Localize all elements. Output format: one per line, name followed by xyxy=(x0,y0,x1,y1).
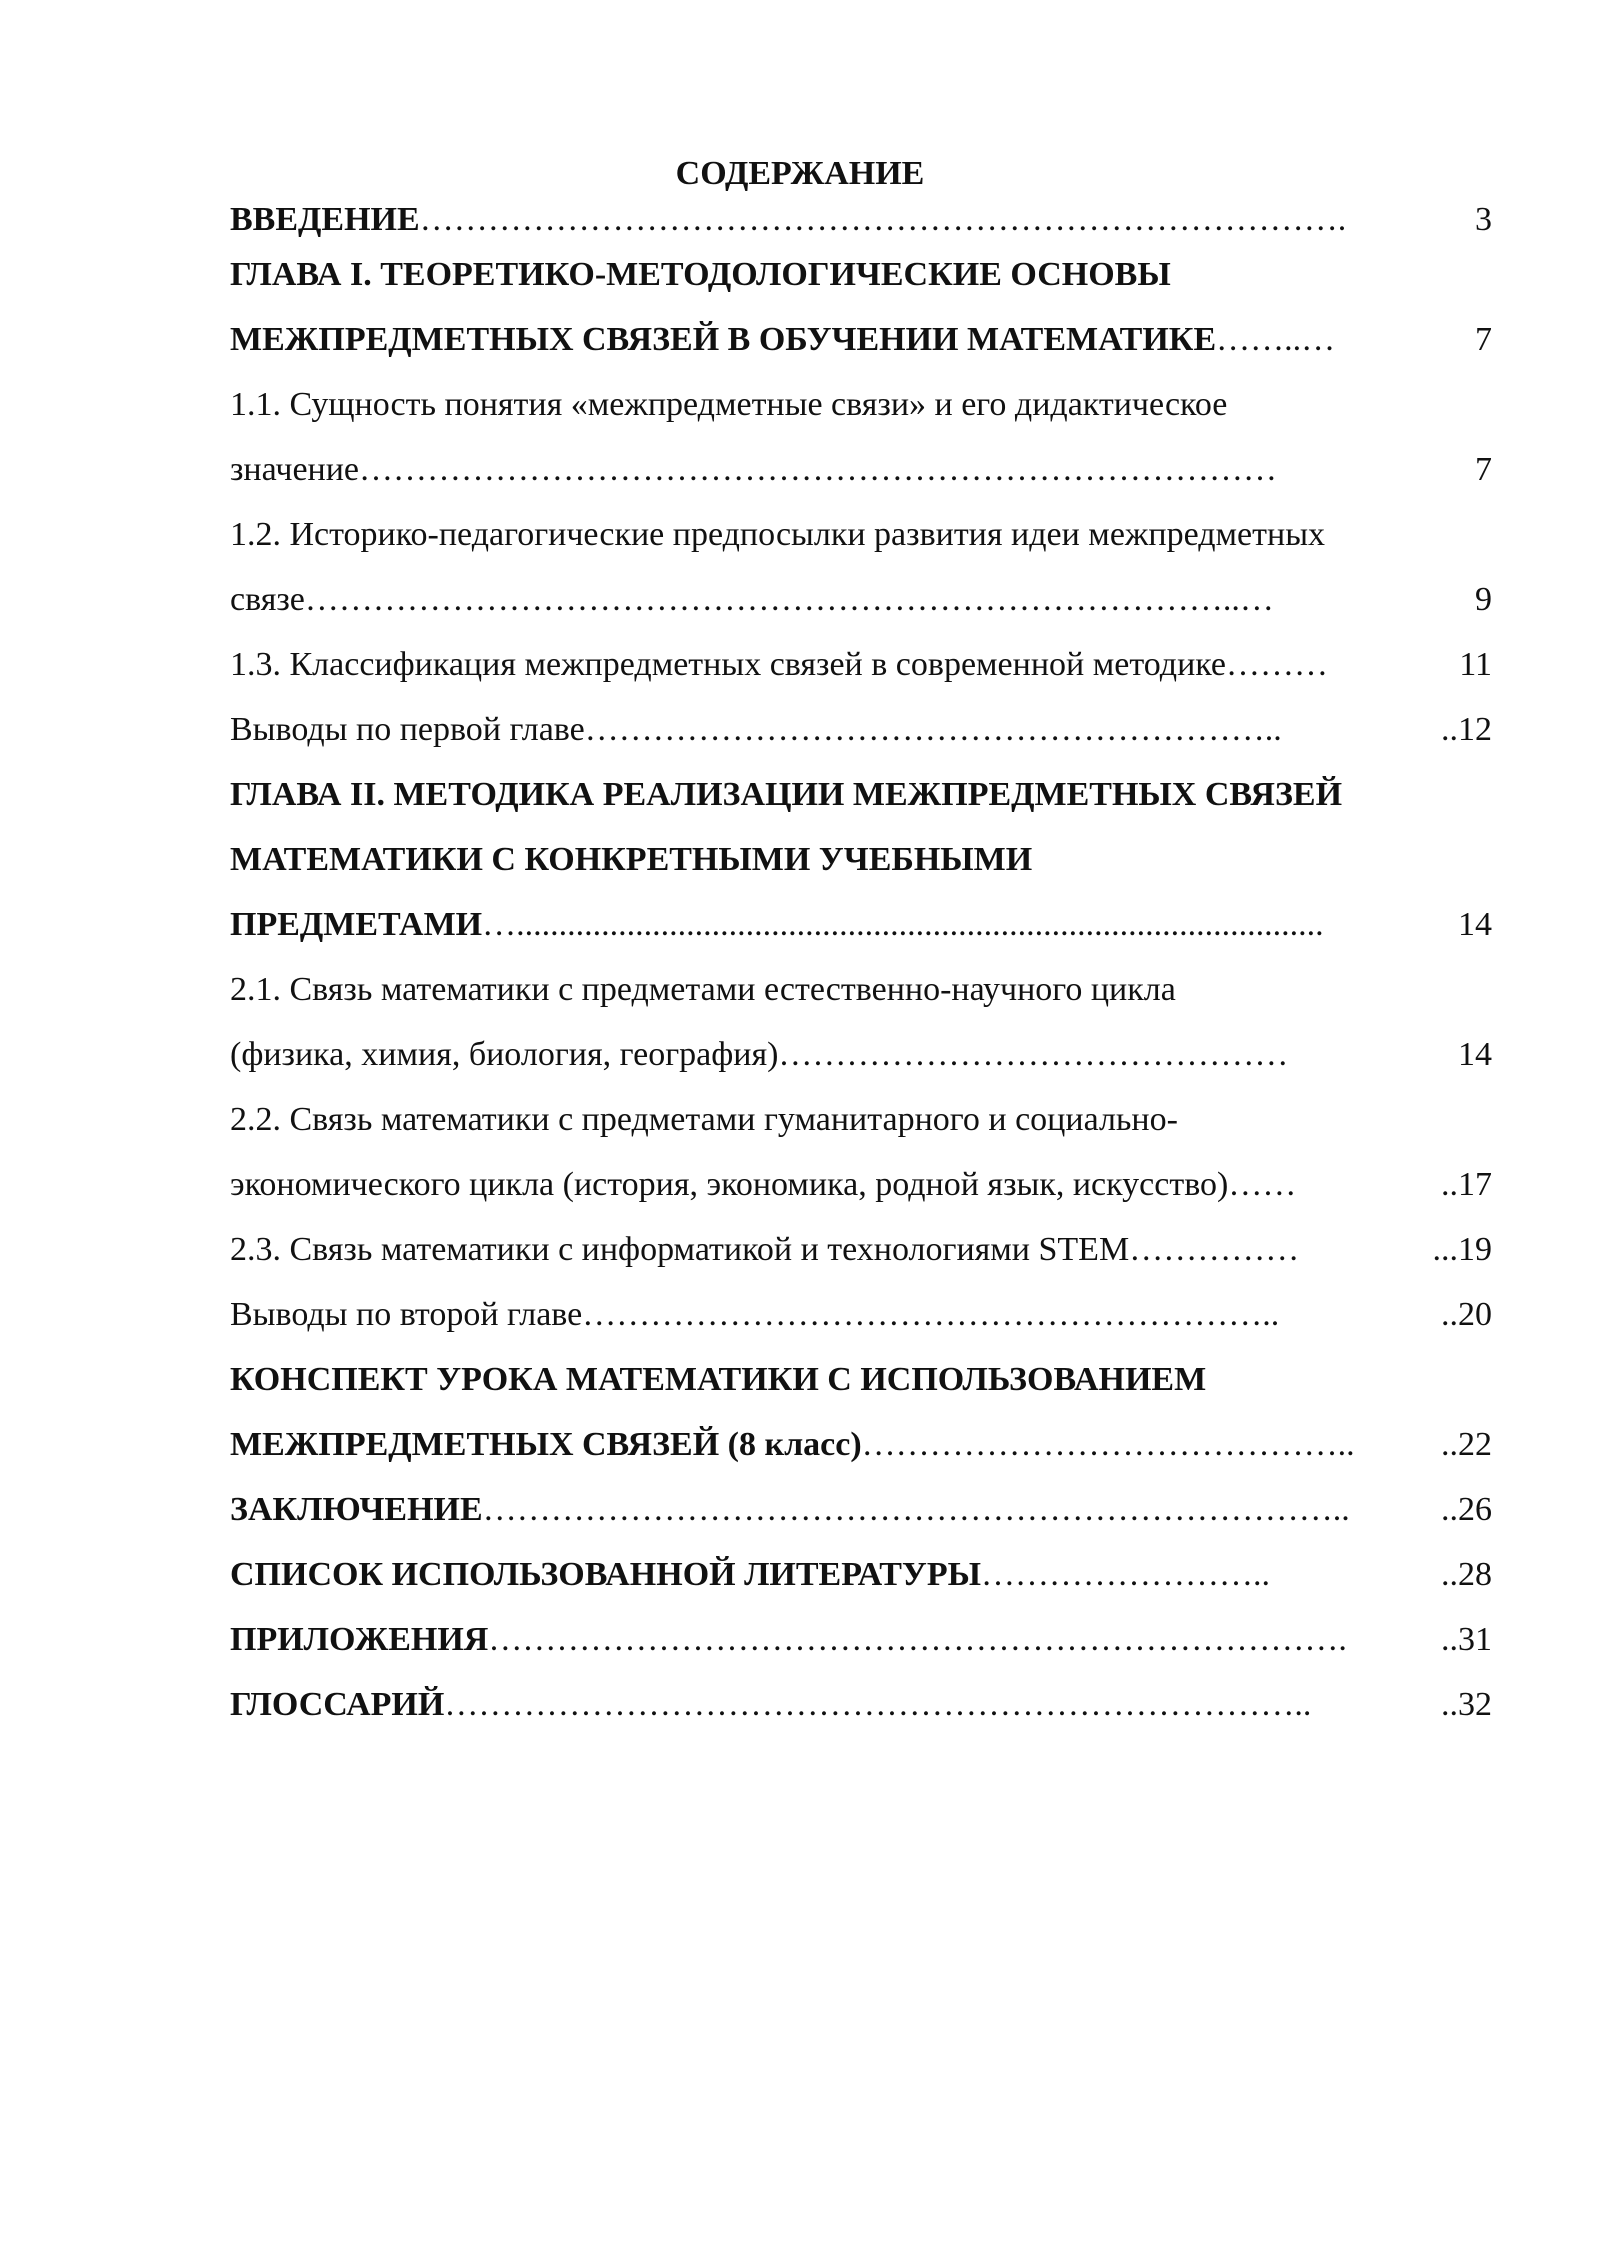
toc-entry xyxy=(230,502,1492,567)
toc-entry-page-number: ..12 xyxy=(1441,711,1492,748)
toc-entry-text: 1.2. Историко-педагогические предпосылки развития идеи межпредметных xyxy=(230,516,1326,553)
toc-entry-text: связе xyxy=(230,581,305,618)
toc-entry xyxy=(230,1217,1492,1282)
toc-entry-text: Выводы по первой главе xyxy=(230,711,585,748)
toc-entry xyxy=(230,892,1492,957)
toc-entry-text: значение xyxy=(230,451,360,488)
toc-entry-text: 2.3. Связь математики с информатикой и технологиями STEM xyxy=(230,1231,1130,1268)
toc-entry xyxy=(230,1022,1492,1087)
toc-entry xyxy=(230,697,1492,762)
toc-entry-text: Выводы по второй главе xyxy=(230,1296,583,1333)
toc-entry-text: 1.1. Сущность понятия «межпредметные связи» и его дидактическое xyxy=(230,386,1228,423)
toc-entry-text: 2.2. Связь математики с предметами гуманитарного и социально- xyxy=(230,1101,1178,1138)
toc-entry-leader: ………………………………………………………………….. xyxy=(444,1686,1312,1723)
toc-entry-text: 2.1. Связь математики с предметами естественно-научного цикла xyxy=(230,971,1176,1008)
toc-entry xyxy=(230,827,1492,892)
toc-entry-text: КОНСПЕКТ УРОКА МАТЕМАТИКИ С ИСПОЛЬЗОВАНИЕМ xyxy=(230,1361,1207,1398)
toc-entry-leader: …………………………………………………….. xyxy=(584,711,1282,748)
toc-entry-leader: ………………………………………………………………….. xyxy=(482,1491,1350,1528)
toc-entry-text: ВВЕДЕНИЕ xyxy=(230,201,420,238)
toc-entry-page-number: 9 xyxy=(1475,581,1492,618)
toc-entry xyxy=(230,1542,1492,1607)
toc-entry xyxy=(230,1347,1492,1412)
toc-entry-leader: …………………………………………………………………. xyxy=(488,1621,1347,1658)
toc-entry-leader: ……… xyxy=(1226,646,1329,683)
toc-entry xyxy=(230,1087,1492,1152)
toc-entry xyxy=(230,437,1492,502)
toc-entry-leader: …………………….. xyxy=(981,1556,1270,1593)
page-title: СОДЕРЖАНИЕ xyxy=(675,155,925,192)
toc-entry xyxy=(230,1477,1492,1542)
toc-entry-text: ГЛАВА I. ТЕОРЕТИКО-МЕТОДОЛОГИЧЕСКИЕ ОСНОВЫ xyxy=(230,256,1171,293)
toc-entry-page-number: ..22 xyxy=(1441,1426,1492,1463)
toc-entry-page-number: ...19 xyxy=(1432,1231,1492,1268)
toc-entry-page-number: ..28 xyxy=(1441,1556,1492,1593)
toc-entry-page-number: 14 xyxy=(1458,1036,1492,1073)
toc-entry-text: ГЛОССАРИЙ xyxy=(230,1686,445,1723)
toc-entry-page-number: ..31 xyxy=(1441,1621,1492,1658)
toc-entry xyxy=(230,372,1492,437)
toc-entry xyxy=(230,1412,1492,1477)
toc-entry-leader: …… xyxy=(1228,1166,1297,1203)
toc-entry-page-number: 14 xyxy=(1458,906,1492,943)
toc-entry-text: (физика, химия, биология, география) xyxy=(230,1036,779,1073)
toc-entry-page-number: ..17 xyxy=(1441,1166,1492,1203)
toc-entry xyxy=(230,198,1492,242)
toc-entry xyxy=(230,307,1492,372)
toc-entry xyxy=(230,957,1492,1022)
toc-entry-text: МЕЖПРЕДМЕТНЫХ СВЯЗЕЙ (8 класс) xyxy=(230,1426,862,1463)
toc-entry-leader: ……………………………………… xyxy=(778,1036,1289,1073)
toc-entry-leader: …………………………………………………….. xyxy=(582,1296,1280,1333)
toc-entry xyxy=(230,1672,1492,1737)
toc-entry-leader: ……..… xyxy=(1216,321,1336,358)
toc-entry-text: СПИСОК ИСПОЛЬЗОВАННОЙ ЛИТЕРАТУРЫ xyxy=(230,1556,981,1593)
toc-entry-page-number: 7 xyxy=(1475,321,1492,358)
toc-entry-leader: …………… xyxy=(1129,1231,1300,1268)
toc-entry-text: ЗАКЛЮЧЕНИЕ xyxy=(230,1491,483,1528)
table-of-contents xyxy=(230,198,1492,1737)
toc-entry-leader: …………………………………….. xyxy=(861,1426,1355,1463)
toc-entry-page-number: 11 xyxy=(1459,646,1492,683)
toc-entry xyxy=(230,1282,1492,1347)
toc-entry-page-number: ..26 xyxy=(1441,1491,1492,1528)
toc-entry-page-number: ..20 xyxy=(1441,1296,1492,1333)
toc-entry xyxy=(230,1607,1492,1672)
toc-entry-text: МЕЖПРЕДМЕТНЫХ СВЯЗЕЙ В ОБУЧЕНИИ МАТЕМАТИКЕ xyxy=(230,321,1217,358)
toc-entry-page-number: 7 xyxy=(1475,451,1492,488)
toc-entry xyxy=(230,1152,1492,1217)
toc-entry xyxy=(230,632,1492,697)
toc-entry-leader: ………………………………………………………………………. xyxy=(419,201,1347,238)
toc-entry-text: экономического цикла (история, экономика, родной язык, искусство) xyxy=(230,1166,1229,1203)
toc-entry-page-number: 3 xyxy=(1475,201,1492,238)
toc-entry xyxy=(230,242,1492,307)
toc-entry-text: 1.3. Классификация межпредметных связей в современной методике xyxy=(230,646,1227,683)
toc-entry-leader: ……………………………………………………………………… xyxy=(359,451,1278,488)
toc-entry-text: МАТЕМАТИКИ С КОНКРЕТНЫМИ УЧЕБНЫМИ xyxy=(230,841,1033,878)
toc-entry-text: ГЛАВА II. МЕТОДИКА РЕАЛИЗАЦИИ МЕЖПРЕДМЕТНЫХ СВЯЗЕЙ xyxy=(230,776,1343,813)
toc-entry-text: ПРЕДМЕТАМИ xyxy=(230,906,483,943)
toc-entry-page-number: ..32 xyxy=(1441,1686,1492,1723)
toc-entry xyxy=(230,567,1492,632)
toc-entry-leader: …............................................................................................... xyxy=(482,906,1324,943)
toc-entry xyxy=(230,762,1492,827)
toc-entry-text: ПРИЛОЖЕНИЯ xyxy=(230,1621,489,1658)
toc-entry-leader: ………………………………………………………………………..… xyxy=(304,581,1274,618)
